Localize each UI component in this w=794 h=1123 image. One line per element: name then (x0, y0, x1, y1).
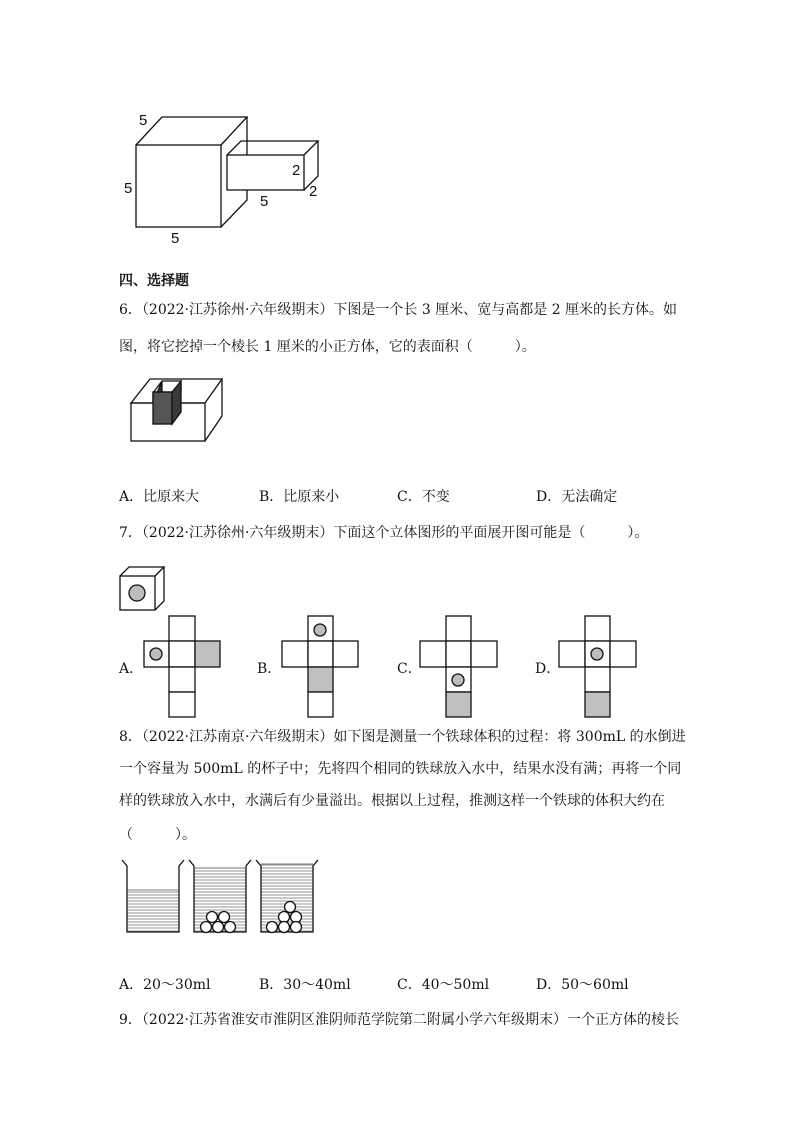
prism-depth-label: 2 (309, 183, 318, 200)
q6-option-a[interactable]: A．比原来大 (119, 489, 200, 505)
q6-option-d[interactable]: D．无法确定 (536, 489, 618, 505)
q7-option-b[interactable]: B． (257, 661, 282, 677)
q7-option-c[interactable]: C． (397, 661, 422, 677)
cube-top-label: 5 (139, 112, 148, 129)
prism-height-label: 2 (292, 162, 301, 179)
q8-option-b[interactable]: B．30～40ml (259, 977, 351, 993)
q9-line1: 9．（2022·江苏省淮安市淮阴区淮阴师范学院第二附属小学六年级期末）一个正方体的棱长 (119, 1012, 679, 1028)
cube-bottom-label: 5 (171, 230, 180, 247)
q6-option-b[interactable]: B．比原来小 (259, 489, 340, 505)
q8-option-c[interactable]: C．40～50ml (397, 977, 490, 993)
q6-line2: 图，将它挖掉一个棱长 1 厘米的小正方体，它的表面积（ ）。 (119, 339, 536, 355)
q6-line1: 6．（2022·江苏徐州·六年级期末）下图是一个长 3 厘米、宽与高都是 2 厘米的长方体。如 (119, 302, 678, 318)
q8-line3: 样的铁球放入水中，水满后有少量溢出。根据以上过程，推测这样一个铁球的体积大约在 (119, 793, 665, 809)
q7-option-a[interactable]: A． (119, 661, 144, 677)
prism-length-label: 5 (260, 193, 269, 210)
q8-line1: 8．（2022·江苏南京·六年级期末）如下图是测量一个铁球体积的过程：将 300mL 的水倒进 (119, 729, 686, 745)
q8-option-d[interactable]: D．50～60ml (536, 977, 629, 993)
cube-left-label: 5 (124, 180, 133, 197)
section-heading: 四、选择题 (119, 273, 189, 289)
q8-option-a[interactable]: A．20～30ml (119, 977, 211, 993)
q7-option-d[interactable]: D． (535, 661, 561, 677)
q6-option-c[interactable]: C．不变 (397, 489, 450, 505)
q8-line4: （ ）。 (119, 827, 196, 843)
q7-line1: 7．（2022·江苏徐州·六年级期末）下面这个立体图形的平面展开图可能是（ ）。 (119, 525, 649, 541)
q8-line2: 一个容量为 500mL 的杯子中；先将四个相同的铁球放入水中，结果水没有满；再将一个同 (119, 761, 682, 777)
